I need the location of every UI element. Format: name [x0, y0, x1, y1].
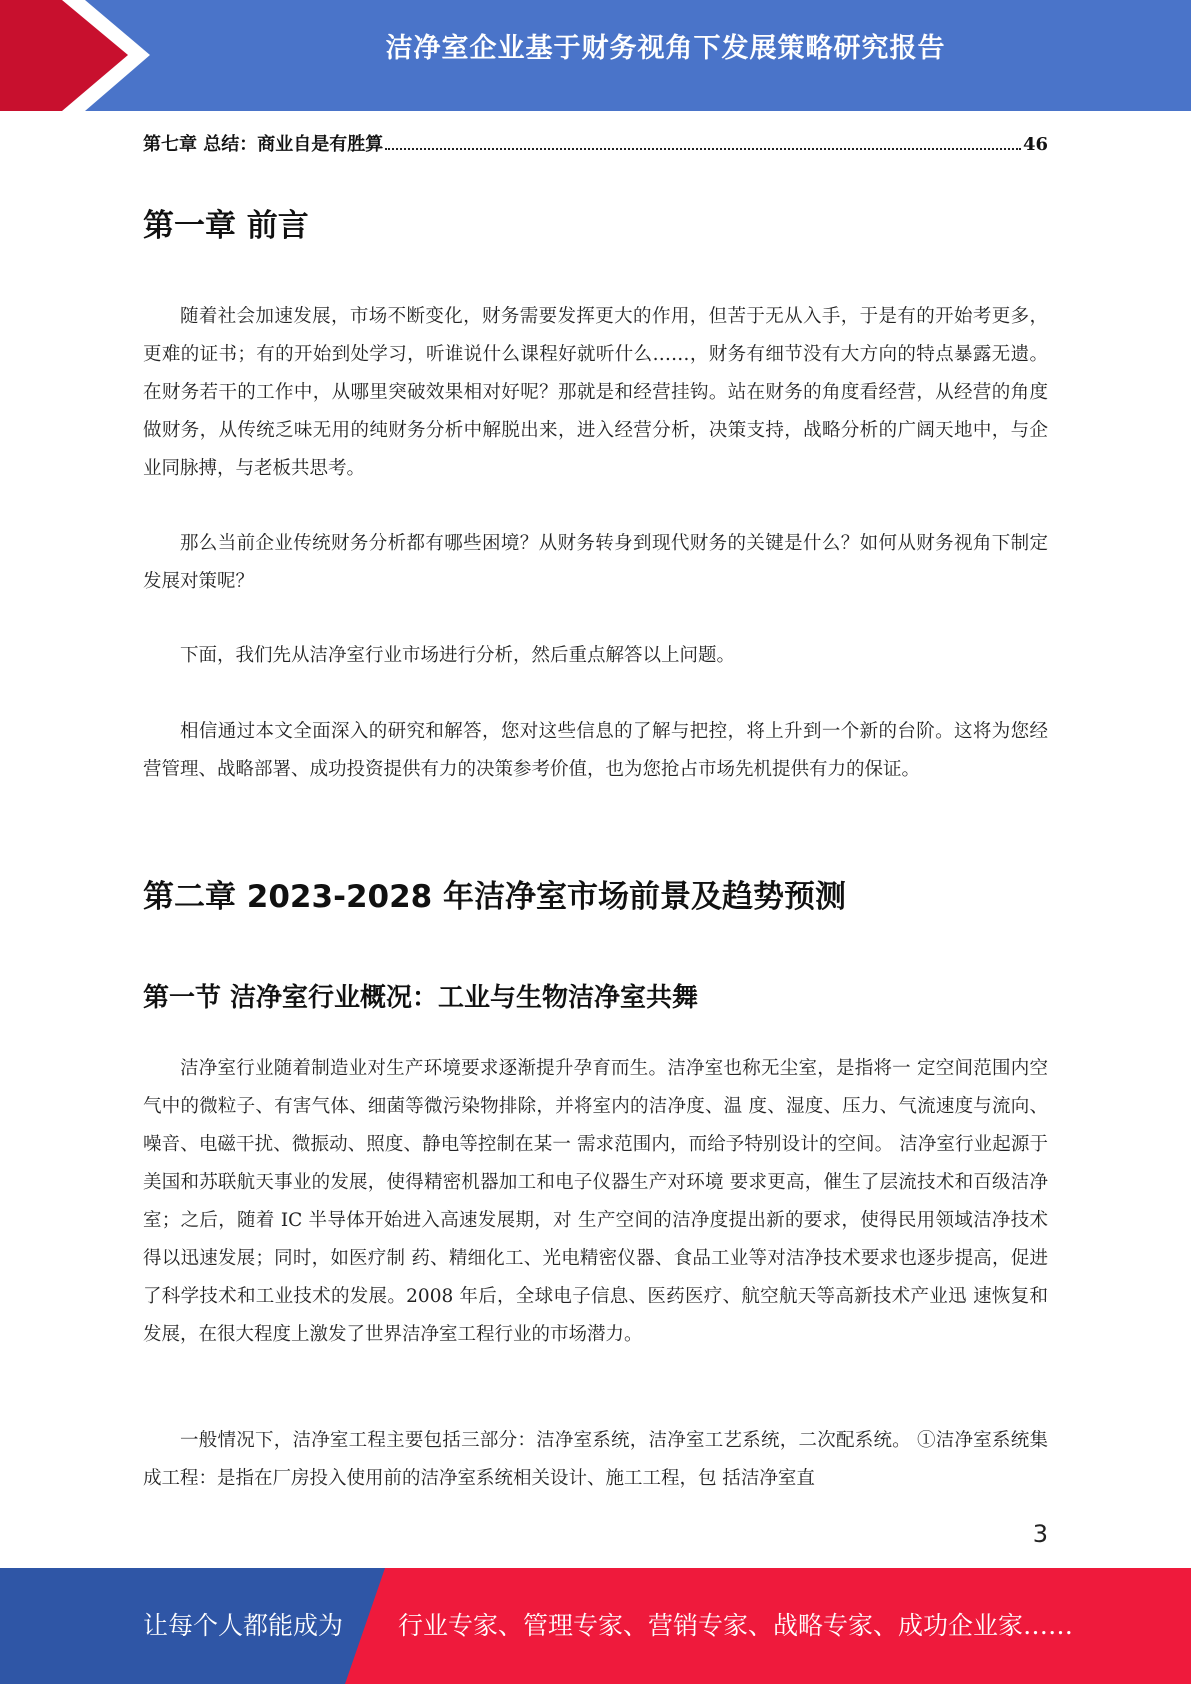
chapter1-paragraph-4: 相信通过本文全面深入的研究和解答，您对这些信息的了解与把控，将上升到一个新的台阶。这将为您经营管理、战略部署、成功投资提供有力的决策参考价值，也为您抢占市场先机提供有力的保证。	[143, 721, 1048, 780]
chapter2-section1-heading: 第一节 洁净室行业概况：工业与生物洁净室共舞	[143, 983, 699, 1013]
chapter1-paragraph-2: 那么当前企业传统财务分析都有哪些困境？从财务转身到现代财务的关键是什么？如何从财务视角下制定发展对策呢？	[143, 533, 1048, 592]
toc-entry-title: 第七章 总结：商业自是有胜算	[143, 134, 384, 155]
toc-entry[interactable]	[143, 130, 1048, 156]
page-footer	[0, 1568, 1191, 1684]
header-red-arrow-decoration	[0, 0, 150, 111]
footer-slogan-right: 行业专家、管理专家、营销专家、战略专家、成功企业家……	[398, 1611, 1074, 1640]
chapter1-heading: 第一章 前言	[143, 208, 309, 244]
toc-entry-page: 46	[1022, 134, 1048, 155]
chapter2-section1-paragraph-2: 一般情况下，洁净室工程主要包括三部分：洁净室系统，洁净室工艺系统，二次配系统。 ①洁净室系统集成工程：是指在厂房投入使用前的洁净室系统相关设计、施工工程，包 括洁净室直	[143, 1430, 1048, 1489]
chapter2-section1-paragraph-1: 洁净室行业随着制造业对生产环境要求逐渐提升孕育而生。洁净室也称无尘室，是指将一 定空间范围内空气中的微粒子、有害气体、细菌等微污染物排除，并将室内的洁净度、温 度、湿度、压力、气流速度与流向、噪音、电磁干扰、微振动、照度、静电等控制在某一 需求范围内，而给予特别设计的空间。 洁净室行业起源于美国和苏联航天事业的发展，使得精密机器加工和电子仪器生产对环境 要求更高，催生了层流技术和百级洁净室；之后，随着 IC 半导体开始进入高速发展期，对 生产空间的洁净度提出新的要求，使得民用领域洁净技术得以迅速发展；同时，如医疗制 药、精细化工、光电精密仪器、食品工业等对洁净技术要求也逐步提高，促进了科学技术和工业技术的发展。2008 年后，全球电子信息、医药医疗、航空航天等高新技术产业迅 速恢复和发展，在很大程度上激发了世界洁净室工程行业的市场潜力。	[143, 1058, 1048, 1345]
chapter1-paragraph-3: 下面，我们先从洁净室行业市场进行分析，然后重点解答以上问题。	[180, 645, 736, 666]
page-header	[0, 0, 1191, 111]
page-number: 3	[1032, 1520, 1048, 1548]
header-title: 洁净室企业基于财务视角下发展策略研究报告	[385, 33, 946, 64]
chapter1-paragraph-1: 随着社会加速发展，市场不断变化，财务需要发挥更大的作用，但苦于无从入手，于是有的开始考更多，更难的证书；有的开始到处学习，听谁说什么课程好就听什么……，财务有细节没有大方向的特点暴露无遗。在财务若干的工作中，从哪里突破效果相对好呢？那就是和经营挂钩。站在财务的角度看经营，从经营的角度做财务，从传统乏味无用的纯财务分析中解脱出来，进入经营分析，决策支持，战略分析的广阔天地中，与企业同脉搏，与老板共思考。	[143, 306, 1048, 479]
footer-slogan-left: 让每个人都能成为	[143, 1611, 344, 1640]
toc-leader-dots	[385, 148, 1021, 150]
chapter2-heading: 第二章 2023-2028 年洁净室市场前景及趋势预测	[143, 879, 847, 915]
